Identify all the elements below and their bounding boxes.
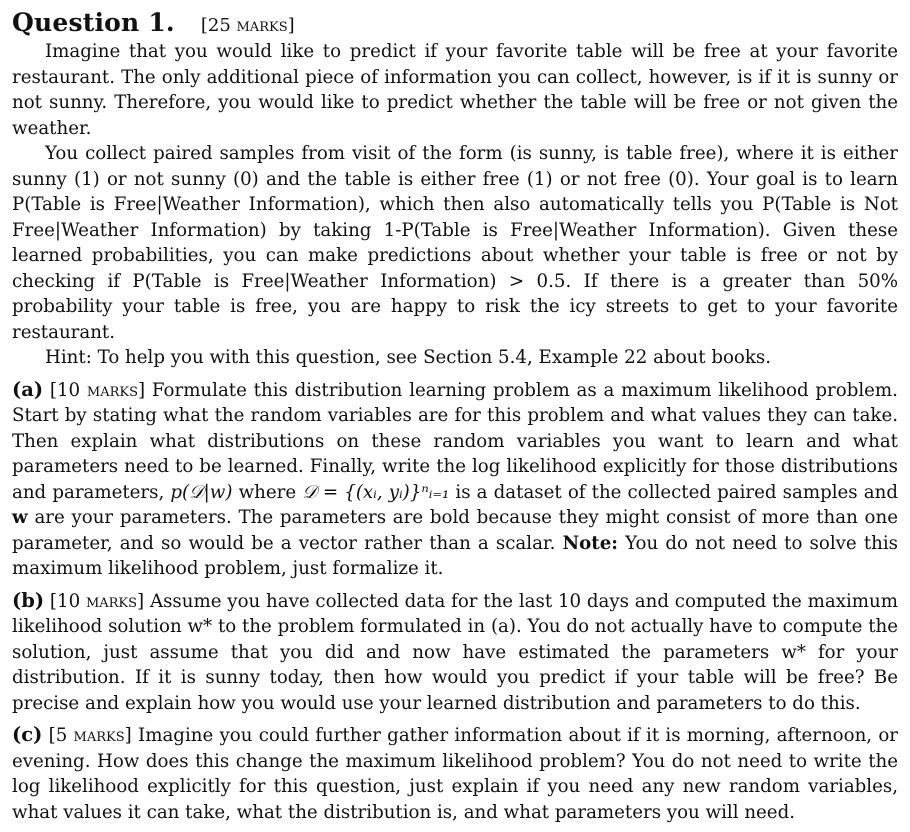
question-title: Question 1.: [12, 8, 175, 37]
intro-paragraph-2: You collect paired samples from visit of the form (is sunny, is table free), where it is either sunny (1) or not sunny (0) and the table is either free (1) or not free (0). Your goal is to learn P(Table is Free|Weather Information), which then also automatically tells you P(Table is Not Free|Weather Information) by taking 1-P(Table is Free|Weather Information). Given these learned probabilities, you can make predictions about whether your table is free or not by checking if P(Table is Free|Weather Information) > 0.5. If there is a greater than 50% probability your table is free, you are happy to risk the icy streets to get to your favorite restaurant.: [12, 143, 898, 343]
part-a-label: (a): [12, 377, 44, 401]
part-b: [12, 588, 898, 717]
note-label: Note:: [562, 532, 618, 554]
question-marks: [25 marks]: [200, 15, 295, 36]
part-a-text-1: Formulate this distribution learning problem as a maximum likelihood problem. Start by stating what the random variables are for this problem and what values they can take. Then explain what distributions on these random variables you want to learn and what parameters need to be learned. Finally, write the log likelihood explicitly for those distributions and parameters,: [12, 379, 898, 503]
part-a-text-2: where: [238, 481, 297, 503]
question-heading: [12, 8, 898, 37]
part-a-text-4: are your parameters. The parameters are bold because they might consist of more than one parameter, and so would be a vector rather than a scalar.: [12, 507, 898, 554]
part-c-text: Imagine you could further gather information about if it is morning, afternoon, or evening. How does this change the maximum likelihood problem? You do not need to write the log likelihood explicitly for this question, just explain if you need any new random variables, what values it can take, what the distribution is, and what parameters you will need.: [12, 725, 898, 823]
part-b-text: Assume you have collected data for the last 10 days and computed the maximum likelihood solution w* to the problem formulated in (a). You do not actually have to compute the solution, just assume that you did and now have estimated the parameters w* for your distribution. If it is sunny today, then how would you predict if your table will be free? Be precise and explain how you would use your learned distribution and parameters to do this.: [12, 590, 898, 714]
hint-paragraph: Hint: To help you with this question, see Section 5.4, Example 22 about books.: [45, 347, 772, 368]
part-c-marks: [5 marks]: [48, 725, 132, 746]
part-a-marks: [10 marks]: [49, 379, 146, 401]
part-a: [12, 377, 898, 582]
note-text: You do not need to solve this maximum likelihood problem, just formalize it.: [12, 532, 898, 579]
likelihood-expression: p(𝒟|w): [170, 481, 233, 503]
part-c-label: (c): [12, 723, 43, 746]
part-b-marks: [10 marks]: [49, 590, 145, 612]
part-c: [12, 722, 898, 825]
part-a-text-3: is a dataset of the collected paired samples and: [455, 481, 898, 503]
intro-paragraph-1: Imagine that you would like to predict if your favorite table will be free at your favorite restaurant. The only additional piece of information you can collect, however, is if it is sunny or not sunny. Therefore, you would like to predict whether the table will be free or not given the weather.: [12, 41, 898, 139]
part-b-label: (b): [12, 588, 45, 612]
parameter-symbol: w: [12, 507, 28, 528]
dataset-expression: 𝒟 = {(xᵢ, yᵢ)}ⁿᵢ₌₁: [302, 481, 450, 503]
